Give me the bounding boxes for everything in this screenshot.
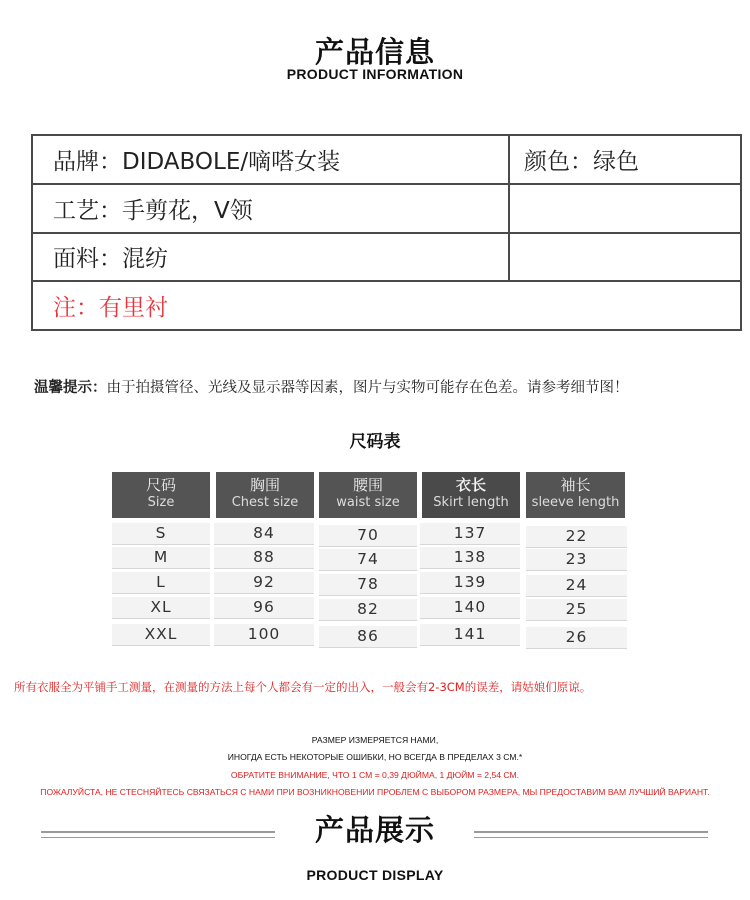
size-cell: M [112,547,210,569]
size-cell: 26 [526,627,627,649]
header-en: waist size [336,495,400,510]
info-brand: 品牌：DIDABOLE/嘀嗒女装 [32,135,509,184]
size-cell: 100 [214,624,314,646]
info-fabric: 面料：混纺 [32,233,509,282]
size-cell: 70 [319,525,417,547]
ru-note-3: ОБРАТИТЕ ВНИМАНИЕ, ЧТО 1 СМ = 0,39 ДЮЙМА, 1 ДЮЙМ = 2,54 СМ. [230,770,520,780]
size-cell: S [112,523,210,545]
size-cell: XXL [112,624,210,646]
product-info-table [31,134,742,331]
size-cell: 96 [214,597,314,619]
tip-text: 由于拍摄管径、光线及显示器等因素，图片与实物可能存在色差。请参考细节图！ [106,380,629,396]
size-cell: L [112,572,210,594]
size-cell: 84 [214,523,314,545]
measurement-note: 所有衣服全为平铺手工测量，在测量的方法上每个人都会有一定的出入，一般会有2-3CM的误差，请姑娘们原谅。 [14,680,592,694]
size-cell: 23 [526,549,627,571]
size-chart-title: 尺码表 [349,432,401,452]
size-cell: 22 [526,526,627,548]
size-header-size [112,472,210,518]
section-title-display: 产品展示 [314,813,435,847]
header-zh: 衣长 [455,476,486,494]
size-cell: 24 [526,575,627,597]
size-cell: XL [112,597,210,619]
header-en: Skirt length [433,495,509,510]
size-header-sleeve [526,472,625,518]
size-cell: 140 [420,597,520,619]
size-cell: 78 [319,574,417,596]
size-cell: 86 [319,626,417,648]
size-cell: 92 [214,572,314,594]
header-en: sleeve length [531,495,620,510]
size-cell: 25 [526,599,627,621]
size-header-waist [319,472,417,518]
info-color: 颜色：绿色 [509,135,741,184]
size-header-chest [216,472,314,518]
section-subtitle-display: PRODUCT DISPLAY [306,867,444,883]
ru-note-4: ПОЖАЛУЙСТА, НЕ СТЕСНЯЙТЕСЬ СВЯЗАТЬСЯ С НАМИ ПРИ ВОЗНИКНОВЕНИИ ПРОБЛЕМ С ВЫБОРОМ РАЗМЕРА, МЫ ПРЕДОСТАВИМ ВАМ ЛУЧШИЙ ВАРИАНТ. [40,787,710,797]
header-zh: 腰围 [352,476,383,494]
header-zh: 尺码 [145,476,176,494]
size-cell: 141 [420,624,520,646]
info-craft: 工艺：手剪花，V领 [32,184,509,233]
size-cell: 82 [319,599,417,621]
ru-note-2: ИНОГДА ЕСТЬ НЕКОТОРЫЕ ОШИБКИ, НО ВСЕГДА В ПРЕДЕЛАХ 3 СМ.* [227,752,523,762]
section-subtitle-info: PRODUCT INFORMATION [286,66,464,82]
size-cell: 88 [214,547,314,569]
size-cell: 74 [319,549,417,571]
size-cell: 137 [420,523,520,545]
size-cell: 139 [420,572,520,594]
size-header-length [422,472,520,518]
header-zh: 胸围 [249,476,280,494]
info-empty-1 [509,184,741,233]
info-empty-2 [509,233,741,282]
size-cell: 138 [420,547,520,569]
color-tip [34,376,629,397]
info-note: 注：有里衬 [32,281,741,330]
ru-note-1: РАЗМЕР ИЗМЕРЯЕТСЯ НАМИ, [311,735,439,745]
tip-label: 温馨提示： [34,380,107,396]
section-title-info: 产品信息 [314,35,435,69]
header-zh: 袖长 [560,476,591,494]
header-en: Chest size [231,495,299,510]
header-en: Size [147,495,175,510]
